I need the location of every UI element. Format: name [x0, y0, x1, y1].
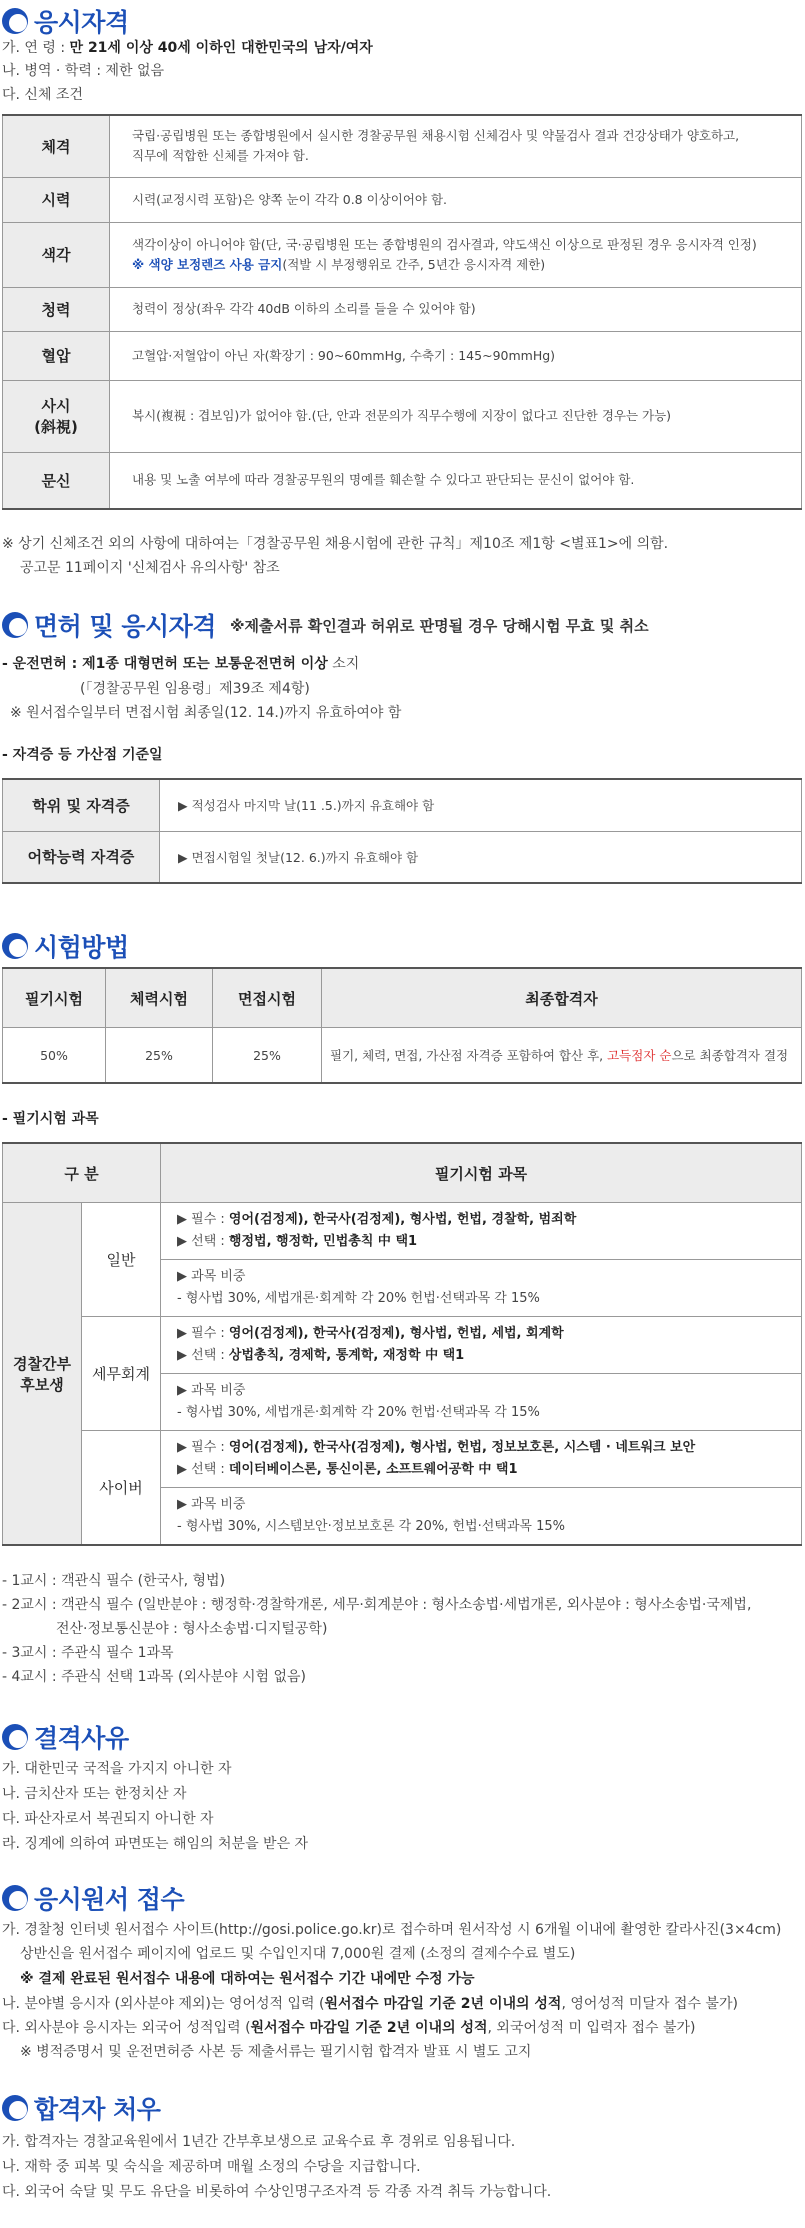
period-line: - 3교시 : 주관식 필수 1과목: [2, 1645, 174, 1661]
track-subjects: ▶ 필수 : 영어(검정제), 한국사(검정제), 형사법, 헌법, 정보보호론, 시스템 · 네트워크 보안 ▶ 선택 : 데이터베이스론, 통신이론, 소프트웨어공학 中 택1: [161, 1431, 802, 1488]
section-title: 시험방법: [34, 933, 129, 962]
list-item: 가. 합격자는 경찰교육원에서 1년간 간부후보생으로 교육수료 후 경위로 임용됩니다.: [2, 2134, 516, 2150]
list-item: 라. 징계에 의하여 파면또는 해임의 처분을 받은 자: [2, 1836, 309, 1852]
period-line: - 1교시 : 객관식 필수 (한국사, 형법): [2, 1573, 226, 1589]
table-header-row: [3, 1143, 802, 1203]
application-line: 나. 분야별 응시자 (외사분야 제외)는 영어성적 입력 (원서접수 마감일 기준 2년 이내의 성적, 영어성적 미달자 접수 불가): [2, 1996, 738, 2012]
section-header-license: [2, 607, 649, 643]
cert-heading: - 자격증 등 가산점 기준일: [2, 747, 163, 763]
bullet-circle-icon: [2, 1885, 28, 1911]
cell-value: 25%: [213, 1028, 322, 1084]
cert-table: [2, 778, 802, 884]
body-condition-table: [2, 114, 802, 510]
row-content: ▶ 적성검사 마지막 날(11 .5.)까지 유효해야 함: [160, 779, 802, 831]
license-line: - 운전면허 : 제1종 대형면허 또는 보통운전면허 이상 소지: [2, 656, 360, 672]
track-weight: ▶ 과목 비중 - 형사법 30%, 시스템보안·정보보호론 각 20%, 헌법·선택과목 15%: [161, 1488, 802, 1546]
application-line: 가. 경찰청 인터넷 원서접수 사이트(http://gosi.police.go.kr)로 접수하며 원서작성 시 6개월 이내에 촬영한 칼라사진(3×4cm): [2, 1922, 782, 1938]
table-row: [3, 1317, 802, 1374]
written-heading: - 필기시험 과목: [2, 1111, 99, 1127]
section-header-disqualification: [2, 1719, 129, 1755]
row-content: 색각이상이 아니어야 함(단, 국·공립병원 또는 종합병원의 검사결과, 약도색신 이상으로 판정된 경우 응시자격 인정) ※ 색양 보정렌즈 사용 금지(적발 시 부정행위로 간주, 5년간 응시자격 제한): [110, 222, 802, 287]
table-header-row: [3, 968, 802, 1028]
license-note: ※ 원서접수일부터 면접시험 최종일(12. 14.)까지 유효하여야 함: [10, 705, 402, 721]
col-header: 면접시험: [213, 968, 322, 1028]
note-line: ※ 상기 신체조건 외의 사항에 대하여는「경찰공무원 채용시험에 관한 규칙」제10조 제1항 <별표1>에 의함.: [2, 536, 669, 552]
section-header-method: [2, 928, 129, 964]
section-header-treatment: [2, 2090, 160, 2126]
bullet-circle-icon: [2, 612, 28, 638]
col-header: 필기시험 과목: [161, 1143, 802, 1203]
table-row: [3, 452, 802, 509]
row-content: 청력이 정상(좌우 각각 40dB 이하의 소리를 들을 수 있어야 함): [110, 287, 802, 331]
section-title: 합격자 처우: [34, 2095, 161, 2124]
row-header: 체격: [3, 115, 110, 177]
col-header: 최종합격자: [322, 968, 802, 1028]
row-header: 청력: [3, 287, 110, 331]
row-content: 내용 및 노출 여부에 따라 경찰공무원의 명예를 훼손할 수 있다고 판단되는 문신이 없어야 함.: [110, 452, 802, 509]
period-line: - 2교시 : 객관식 필수 (일반분야 : 행정학·경찰학개론, 세무·회계분야 : 형사소송법·세법개론, 외사분야 : 형사소송법·국제법,: [2, 1597, 752, 1613]
method-table: [2, 967, 802, 1084]
row-header: 시력: [3, 177, 110, 222]
section-header-application: [2, 1880, 184, 1916]
row-header: 어학능력 자격증: [3, 831, 160, 883]
application-line: 다. 외사분야 응시자는 외국어 성적입력 (원서접수 마감일 기준 2년 이내의 성적, 외국어성적 미 입력자 접수 불가): [2, 2020, 696, 2036]
application-note: ※ 병적증명서 및 운전면허증 사본 등 제출서류는 필기시험 합격자 발표 시 별도 고지: [20, 2044, 532, 2060]
row-content: ▶ 면접시험일 첫날(12. 6.)까지 유효해야 함: [160, 831, 802, 883]
application-line: 상반신을 원서접수 페이지에 업로드 및 수입인지대 7,000원 결제 (소정의 결제수수료 별도): [20, 1946, 576, 1962]
table-row: [3, 1028, 802, 1084]
section-note: ※제출서류 확인결과 허위로 판명될 경우 당해시험 무효 및 취소: [229, 616, 649, 635]
cell-value: 50%: [3, 1028, 106, 1084]
row-header: 사시 (斜視): [3, 380, 110, 452]
section-title: 결격사유: [34, 1724, 129, 1753]
section-title: 면허 및 응시자격: [34, 612, 216, 641]
list-item: 나. 금치산자 또는 한정치산 자: [2, 1786, 187, 1802]
section-title: 응시원서 접수: [34, 1885, 185, 1914]
application-note: ※ 결제 완료된 원서접수 내용에 대하여는 원서접수 기간 내에만 수정 가능: [20, 1971, 475, 1987]
table-row: [3, 331, 802, 380]
military-line: 나. 병역 · 학력 : 제한 없음: [2, 63, 165, 79]
col-header: 필기시험: [3, 968, 106, 1028]
bullet-circle-icon: [2, 933, 28, 959]
track-weight: ▶ 과목 비중 - 형사법 30%, 세법개론·회계학 각 20% 헌법·선택과목 각 15%: [161, 1374, 802, 1431]
row-header: 학위 및 자격증: [3, 779, 160, 831]
group-cell: 경찰간부 후보생: [3, 1203, 82, 1546]
col-header: 구 분: [3, 1143, 161, 1203]
track-name: 사이버: [82, 1431, 161, 1546]
track-subjects: ▶ 필수 : 영어(검정제), 한국사(검정제), 형사법, 헌법, 경찰학, 범죄학 ▶ 선택 : 행정법, 행정학, 민법총칙 中 택1: [161, 1203, 802, 1260]
col-header: 체력시험: [106, 968, 213, 1028]
track-weight: ▶ 과목 비중 - 형사법 30%, 세법개론·회계학 각 20% 헌법·선택과목 각 15%: [161, 1260, 802, 1317]
row-content: 고혈압·저혈압이 아닌 자(확장기 : 90~60mmHg, 수축기 : 145~90mmHg): [110, 331, 802, 380]
note-line: 공고문 11페이지 '신체검사 유의사항' 참조: [20, 560, 280, 576]
list-item: 나. 재학 중 피복 및 숙식을 제공하며 매월 소정의 수당을 지급합니다.: [2, 2159, 421, 2175]
cell-value: 25%: [106, 1028, 213, 1084]
license-ref: (「경찰공무원 임용령」제39조 제4항): [80, 681, 310, 697]
list-item: 다. 파산자로서 복권되지 아니한 자: [2, 1811, 214, 1827]
table-row: [3, 380, 802, 452]
row-header: 색각: [3, 222, 110, 287]
table-row: [3, 177, 802, 222]
table-row: [3, 831, 802, 883]
written-subjects-table: [2, 1142, 802, 1546]
bullet-circle-icon: [2, 1724, 28, 1750]
table-row: [3, 287, 802, 331]
section-header-qualification: [2, 3, 129, 39]
list-item: 가. 대한민국 국적을 가지지 아니한 자: [2, 1761, 232, 1777]
period-line: 전산·정보통신분야 : 형사소송법·디지털공학): [56, 1621, 328, 1637]
row-header: 혈압: [3, 331, 110, 380]
final-cell: 필기, 체력, 면접, 가산점 자격증 포함하여 합산 후, 고득점자 순으로 최종합격자 결정: [322, 1028, 802, 1084]
track-subjects: ▶ 필수 : 영어(검정제), 한국사(검정제), 형사법, 헌법, 세법, 회계학 ▶ 선택 : 상법총칙, 경제학, 통계학, 재정학 中 택1: [161, 1317, 802, 1374]
table-row: [3, 1203, 802, 1260]
age-line: 가. 연 령 : 만 21세 이상 40세 이하인 대한민국의 남자/여자: [2, 40, 373, 56]
list-item: 다. 외국어 숙달 및 무도 유단을 비롯하여 수상인명구조자격 등 각종 자격 취득 가능합니다.: [2, 2184, 552, 2200]
period-line: - 4교시 : 주관식 선택 1과목 (외사분야 시험 없음): [2, 1669, 307, 1685]
row-content: 국립·공립병원 또는 종합병원에서 실시한 경찰공무원 채용시험 신체검사 및 약물검사 결과 건강상태가 양호하고, 직무에 적합한 신체를 가져야 함.: [110, 115, 802, 177]
bullet-circle-icon: [2, 2095, 28, 2121]
table-row: [3, 779, 802, 831]
body-condition-line: 다. 신체 조건: [2, 87, 83, 103]
table-row: [3, 1431, 802, 1488]
track-name: 세무회계: [82, 1317, 161, 1431]
row-content: 복시(複視 : 겹보임)가 없어야 함.(단, 안과 전문의가 직무수행에 지장이 없다고 진단한 경우는 가능): [110, 380, 802, 452]
bullet-circle-icon: [2, 8, 28, 34]
row-content: 시력(교정시력 포함)은 양쪽 눈이 각각 0.8 이상이어야 함.: [110, 177, 802, 222]
row-header: 문신: [3, 452, 110, 509]
table-row: [3, 222, 802, 287]
table-row: [3, 115, 802, 177]
section-title: 응시자격: [34, 8, 129, 37]
track-name: 일반: [82, 1203, 161, 1317]
